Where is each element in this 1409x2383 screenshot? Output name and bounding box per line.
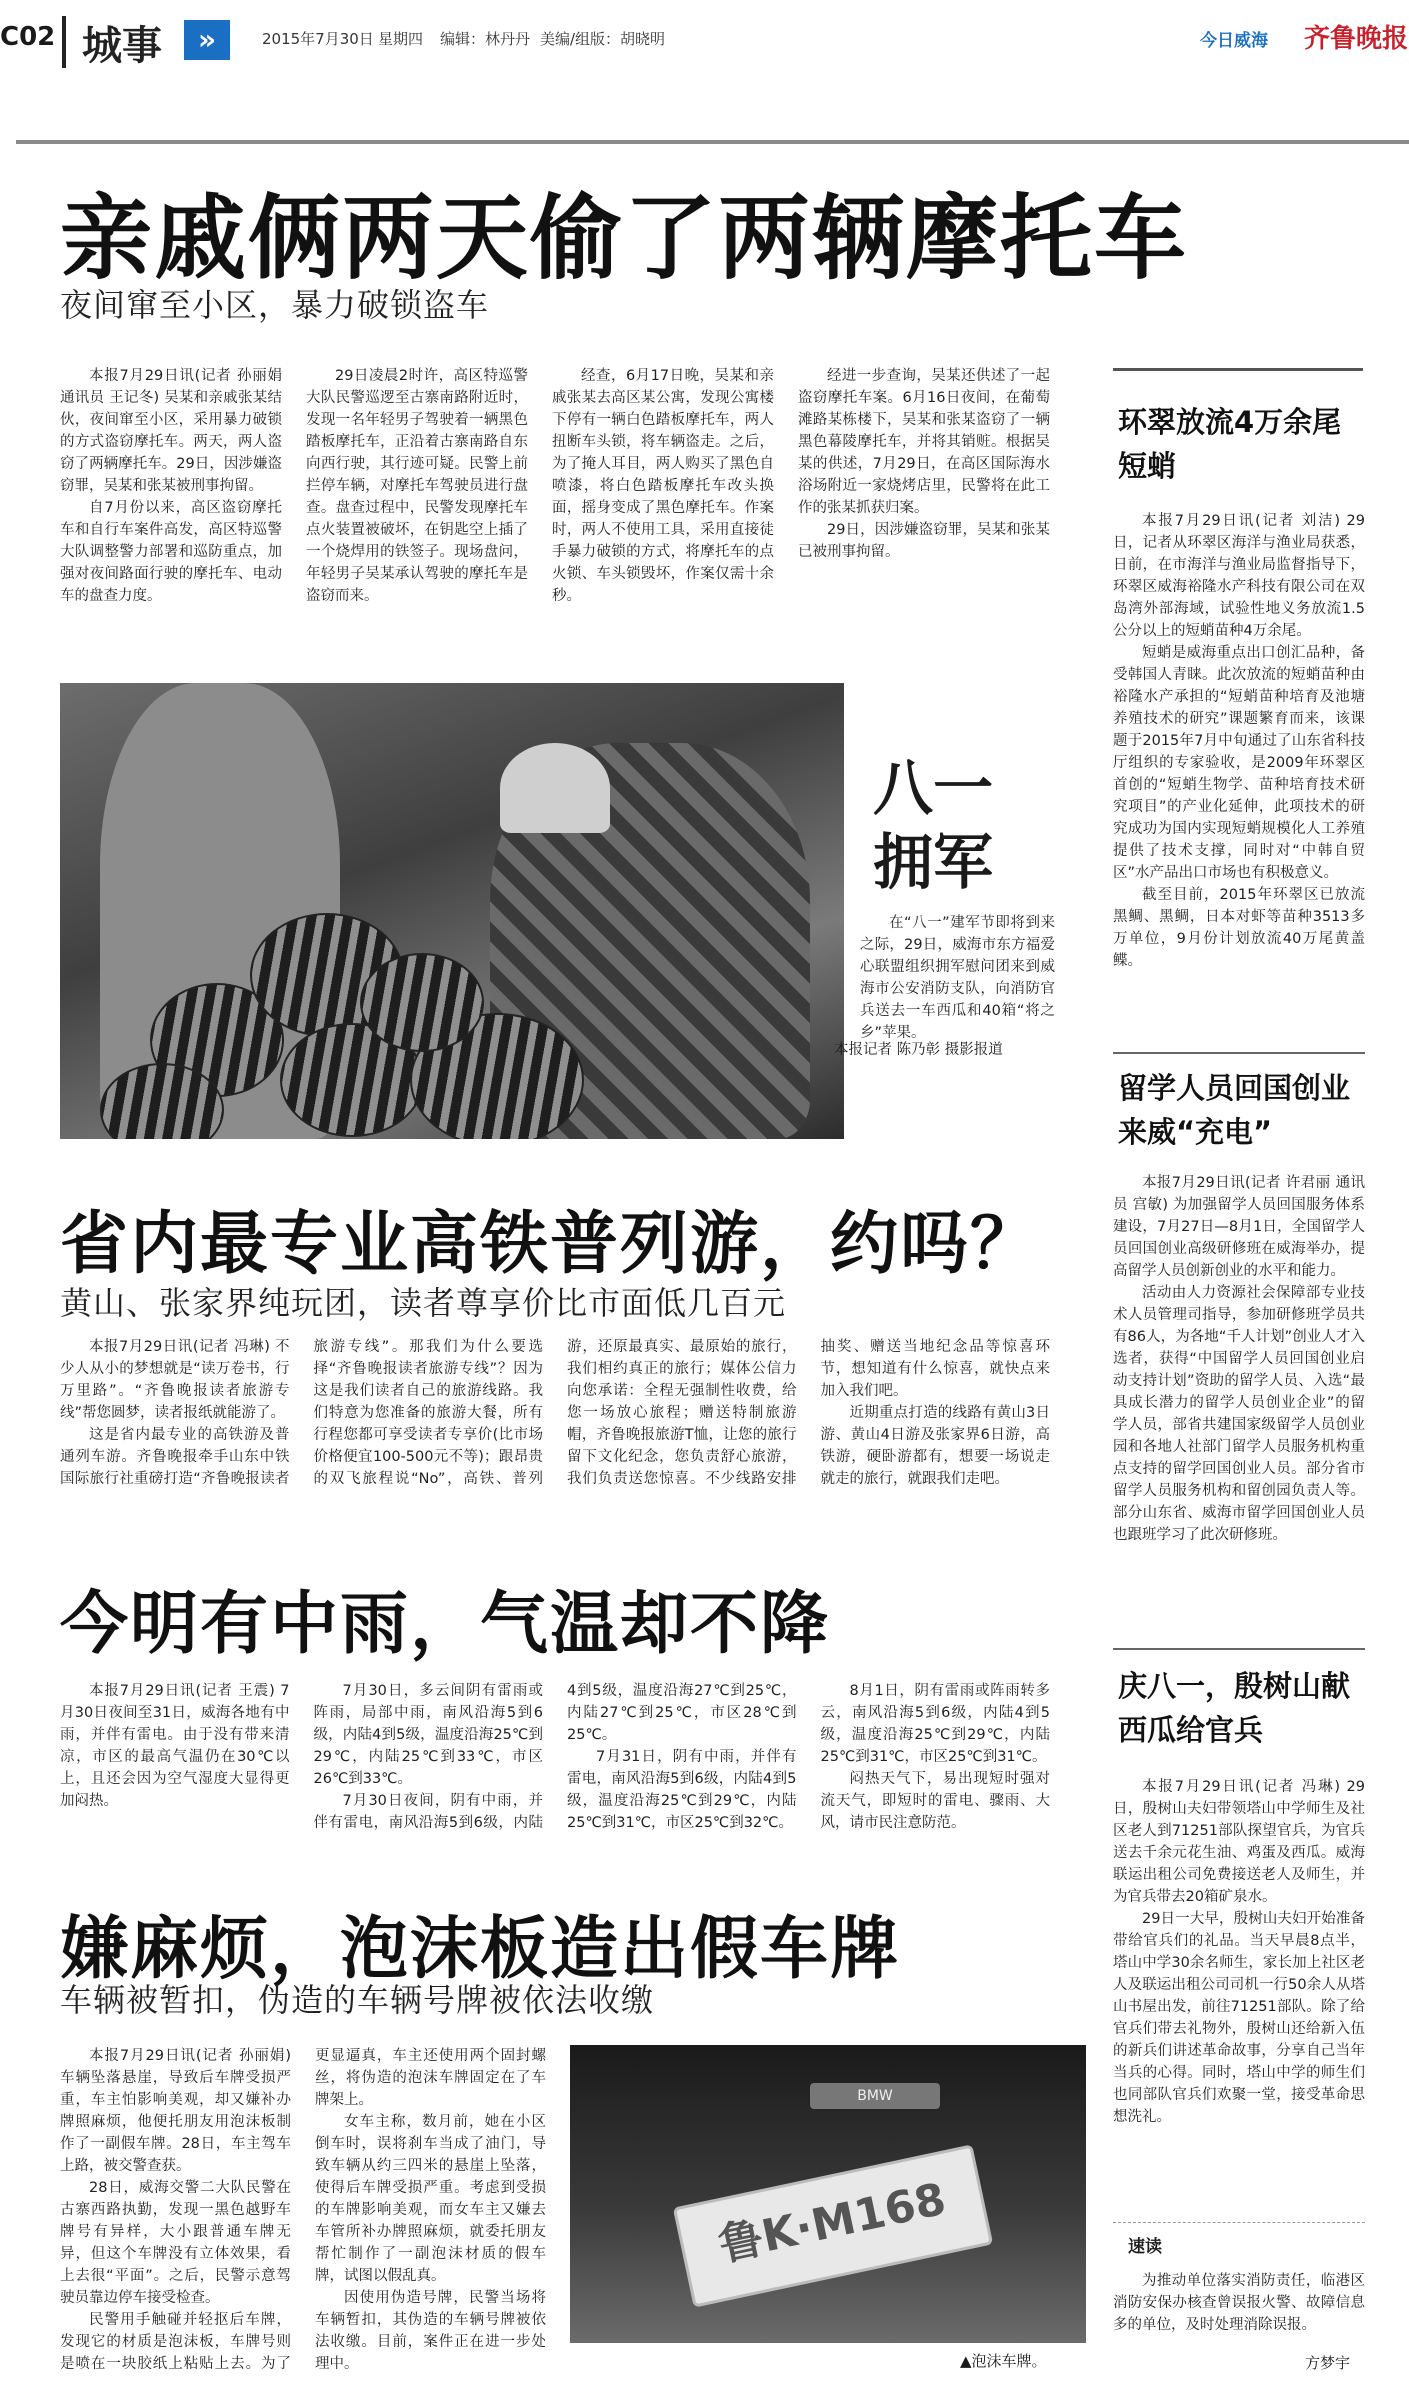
article1-column-1 — [60, 365, 282, 665]
article3-para-3: 7月30日夜间，阴有中雨，并伴有雷电，南风沿海5到6级，内陆4到5级，温度沿海27℃到25℃，内陆27℃到25℃，市区28℃到25℃。 — [313, 1683, 797, 1831]
article2-headline: 省内最专业高铁普列游，约吗？ — [60, 1205, 1041, 1284]
article4-para-1: 本报7月29日讯(记者 孙丽娟) 车辆坠落悬崖，导致后车牌受损严重，车主怕影响美观，却又嫌补办牌照麻烦，他便托朋友用泡沫板制作了一副假车牌。28日，车主驾车上路，被交警查获。 — [60, 2048, 291, 2174]
sidebar-rule-2 — [1113, 1648, 1365, 1650]
sidebar-story2-title: 留学人员回国创业来威“充电” — [1118, 1071, 1351, 1149]
quickread-text: 为推动单位落实消防责任，临港区消防安保办核查曾误报火警、故障信息多的单位，及时处理消除误报。 — [1113, 2273, 1365, 2333]
section-arrow-icon: » — [184, 20, 230, 60]
article1-para-2: 自7月份以来，高区盗窃摩托车和自行车案件高发，高区特巡警大队调整警力部署和巡防重点，加强对夜间路面行驶的摩托车、电动车的盘查力度。 — [60, 500, 282, 604]
article1-column-2 — [306, 365, 528, 665]
article3-para-2: 7月30日，多云间阴有雷雨或阵雨，局部中雨，南风沿海5到6级，内陆4到5级，温度沿海25℃到29℃，内陆25℃到33℃，市区26℃到33℃。 — [313, 1683, 543, 1787]
article3-body — [60, 1680, 1050, 1880]
designer-credit: 美编/组版：胡晓明 — [540, 30, 666, 48]
sidebar-story2-body — [1113, 1172, 1365, 1632]
article2-para-1: 本报7月29日讯(记者 冯琳) 不少人从小的梦想就是“读万卷书，行万里路”。“齐鲁晚报读者旅游专线”帮您圆梦，读者报纸就能游了。 — [60, 1339, 290, 1421]
article3-para-6: 闷热天气下，易出现短时强对流天气，即短时的雷电、骤雨、大风，请市民注意防范。 — [820, 1771, 1050, 1831]
article2-para-2: 这是省内最专业的高铁游及普通列车游。齐鲁晚报牵手山东中铁国际旅行社重磅打造“齐鲁晚报读者旅游专线”。那我们为什么要选择“齐鲁晚报读者旅游专线”？因为这是我们读者自己的旅游线路。我们特意为您准备的旅游大餐，所有行程您都可享受读者专享价(比市场价格便宜100-500元不等)；跟昂贵的双飞旅程说“No”，高铁、普列游，还原最真实、最原始的旅行，我们相约真正的旅行；媒体公信力向您承诺：全程无强制性收费，给您一场放心旅程；赠送特制旅游帽，齐鲁晚报旅游T恤，让您的旅行留下文化纪念，您负责舒心旅游，我们负责送您惊喜。不少线路安排抽奖、赠送当地纪念品等惊喜环节，想知道有什么惊喜，就快点来加入我们吧。 — [60, 1339, 1050, 1487]
article4-subhead: 车辆被暂扣，伪造的车辆号牌被依法收缴 — [60, 1981, 655, 2019]
sidebar-rule-1 — [1113, 1052, 1365, 1054]
article3-para-1: 本报7月29日讯(记者 王震) 7月30日夜间至31日，威海各地有中雨，并伴有雷电。由于没有带来清凉，市区的最高气温仍在30℃以上，且还会因为空气湿度大显得更加闷热。 — [60, 1683, 290, 1809]
photo1-caption-text: 在“八一”建军节即将到来之际，29日，威海市东方福爱心联盟组织拥军慰问团来到威海市公安消防支队，向消防官兵送去一车西瓜和40箱“将之乡”苹果。 — [860, 915, 1055, 1041]
article2-subhead: 黄山、张家界纯玩团，读者尊享价比市面低几百元 — [60, 1284, 787, 1322]
sidebar-story2-para-1: 本报7月29日讯(记者 许君丽 通讯员 宫敏) 为加强留学人员回国服务体系建设，7月27日—8月1日，全国留学人员回国创业高级研修班在威海举办，提高留学人员创新创业的水平和能力。 — [1113, 1175, 1365, 1279]
sidebar-story3-body — [1113, 1776, 1365, 2206]
article1-para-4: 经查，6月17日晚，吴某和亲戚张某去高区某公寓，发现公寓楼下停有一辆白色踏板摩托车，两人扭断车头锁，将车辆盗走。之后，为了掩人耳目，两人购买了黑色自喷漆，将白色踏板摩托车改头换面，摇身变成了黑色摩托车。作案时，两人不使用工具，采用直接徒手暴力破锁的方式，将摩托车的点火锁、车头锁毁坏，作案仅需十余秒。 — [552, 368, 774, 604]
sidebar-story1-para-2: 短蛸是威海重点出口创汇品种，备受韩国人青睐。此次放流的短蛸苗种由裕隆水产承担的“短蛸苗种培育及池塘养殖技术的研究”课题繁育而来，该课题于2015年7月中旬通过了山东省科技厅组织的专家验收，是2009年环翠区首创的“短蛸生物学、苗种培育技术研究项目”的产业化延伸，此项技术的研究成功为国内实现短蛸规模化人工养殖提供了技术支撑，同时对“中韩自贸区”水产品出口市场也有积极意义。 — [1113, 645, 1365, 881]
sidebar-story3-title: 庆八一，殷树山献西瓜给官兵 — [1118, 1669, 1351, 1747]
issue-weekday: 星期四 — [378, 30, 424, 48]
article4-headline: 嫌麻烦，泡沫板造出假车牌 — [60, 1910, 901, 1989]
article4-para-2: 28日，威海交警二大队民警在古寨西路执勤，发现一黑色越野车牌号有异样，大小跟普通车牌无异，但这个车牌没有立体效果，看上去很“平面”。之后，民警示意驾驶员靠边停车接受检查。 — [60, 2180, 291, 2306]
quickread-author: 方梦宇 — [1305, 2354, 1351, 2372]
photo-foam-plate — [570, 2045, 1086, 2343]
article2-body — [60, 1336, 1050, 1554]
article1-subhead: 夜间窜至小区，暴力破锁盗车 — [60, 286, 490, 324]
photo1-credit: 本报记者 陈乃彰 摄影报道 — [834, 1042, 1003, 1058]
foam-plate — [673, 2144, 994, 2307]
article1-headline: 亲戚俩两天偷了两辆摩托车 — [60, 185, 1189, 292]
bmw-badge-text: BMW — [857, 2088, 893, 2104]
article2-para-3: 近期重点打造的线路有黄山3日游、黄山4日游及张家界6日游，高铁游，硬卧游都有，想要一场说走就走的旅行，就跟我们走吧。 — [820, 1405, 1050, 1487]
issue-date: 2015年7月30日 — [262, 30, 374, 48]
article4-body — [60, 2045, 546, 2375]
sidebar-story1-body — [1113, 510, 1365, 1040]
photo1-title: 八一拥军 — [873, 754, 993, 898]
top-rule — [16, 140, 1409, 144]
edition-name: 今日威海 — [1200, 31, 1268, 51]
sidebar-story1-para-3: 截至目前，2015年环翠区已放流黑鲷、黑鲷，日本对虾等苗种3513多万单位，9月份计划放流40万尾黄盖鲽。 — [1113, 887, 1365, 969]
newspaper-logo: 齐鲁晚报 — [1304, 24, 1409, 54]
sidebar-story2-para-2: 活动由人力资源社会保障部专业技术人员管理司指导，参加研修班学员共有86人，为各地“千人计划”创业人才入选者，获得“中国留学人员回国创业启动支持计划”资助的留学人员、入选“最具成长潜力的留学人员创业企业”的留学人员，部省共建国家级留学人员创业园和各地人社部门留学人员服务机构重点支持的留学回国创业人员。部分省市留学人员服务机构和留创园负责人等。部分山东省、威海市留学回国创业人员也跟班学习了此次研修班。 — [1113, 1285, 1365, 1543]
sidebar-story3-para-2: 29日一大早，殷树山夫妇开始准备带给官兵们的礼品。当天早晨8点半，塔山中学30余名师生，家长加上社区老人及联运出租公司司机一行50余人从塔山书屋出发，前往71251部队。除了给官兵们带去礼物外，殷树山还给新入伍的新兵们讲述革命故事，分享自己当年当兵的心得。同时，塔山中学的师生们也同部队官兵们欢聚一堂，接受革命思想洗礼。 — [1113, 1911, 1365, 2125]
sidebar-story1-title: 环翠放流4万余尾短蛸 — [1118, 405, 1342, 483]
article3-headline: 今明有中雨，气温却不降 — [60, 1585, 831, 1664]
sidebar-story3-para-1: 本报7月29日讯(记者 冯琳) 29日，殷树山夫妇带领塔山中学师生及社区老人到71251部队探望官兵，为官兵送去千余元花生油、鸡蛋及西瓜。威海联运出租公司免费接送老人及师生，并为官兵带去20箱矿泉水。 — [1113, 1779, 1365, 1905]
page-number: C02 — [0, 22, 56, 52]
section-title: 城事 — [82, 23, 162, 69]
masthead-divider — [62, 16, 66, 68]
quickread-rule — [1113, 2222, 1365, 2223]
photo-army-watermelons — [60, 683, 844, 1139]
bmw-badge — [810, 2083, 940, 2109]
foam-plate-text: 鲁K·M168 — [714, 2173, 951, 2272]
article3-para-4: 7月31日，阴有中雨，并伴有雷电，南风沿海5到6级，内陆4到5级，温度沿海25℃到29℃，内陆25℃到31℃，市区25℃到32℃。 — [567, 1749, 797, 1831]
sidebar-story1-para-1: 本报7月29日讯(记者 刘洁) 29日，记者从环翠区海洋与渔业局获悉，日前，在市海洋与渔业局监督指导下，环翠区威海裕隆水产科技有限公司在双岛湾外部海域，试验性地义务放流1.5公分以上的短蛸苗种4万余尾。 — [1113, 513, 1365, 639]
article3-para-5: 8月1日，阴有雷雨或阵雨转多云，南风沿海5到6级，内陆4到5级，温度沿海25℃到29℃，内陆25℃到31℃，市区25℃到31℃。 — [820, 1683, 1050, 1765]
article1-column-4 — [798, 365, 1050, 665]
photo2-caption: ▲泡沫车牌。 — [960, 2352, 1047, 2370]
sidebar-top-rule — [1113, 368, 1363, 371]
quickread-label: 速读 — [1128, 2237, 1162, 2257]
article4-para-4: 女车主称，数月前，她在小区倒车时，误将刹车当成了油门，导致车辆从约三四米的悬崖上坠落，使得后车牌受损严重。考虑到受损的车牌影响美观，而女车主又嫌去车管所补办牌照麻烦，就委托朋友帮忙制作了一副泡沫材质的假车牌，试图以假乱真。 — [315, 2114, 546, 2284]
article1-para-1: 本报7月29日讯(记者 孙丽娟 通讯员 王记冬) 吴某和亲戚张某结伙，夜间窜至小区，采用暴力破锁的方式盗窃摩托车。两天，两人盗窃了两辆摩托车。29日，因涉嫌盗窃罪，吴某和张某被刑事拘留。 — [60, 368, 282, 494]
article4-para-3: 民警用手触碰并轻抠后车牌，发现它的材质是泡沫板，车牌号则是喷在一块胶纸上粘贴上去。为了更显逼真，车主还使用两个固封螺丝，将伪造的泡沫车牌固定在了车牌架上。 — [60, 2048, 546, 2372]
article1-para-6: 29日，因涉嫌盗窃罪，吴某和张某已被刑事拘留。 — [798, 522, 1050, 560]
article4-para-5: 因使用伪造号牌，民警当场将车辆暂扣，其伪造的车辆号牌被依法收缴。目前，案件正在进一步处理中。 — [315, 2290, 546, 2372]
editor-credit: 编辑：林丹丹 — [440, 30, 531, 48]
quickread-body — [1113, 2270, 1365, 2350]
article1-para-5: 经进一步查询，吴某还供述了一起盗窃摩托车案。6月16日夜间，在葡萄滩路某栋楼下，吴某和张某盗窃了一辆黑色幕陵摩托车，并将其销赃。根据吴某的供述，7月29日，在高区国际海水浴场附近一家烧烤店里，民警将在此工作的张某抓获归案。 — [798, 368, 1050, 516]
article1-column-3 — [552, 365, 774, 665]
article1-para-3: 29日凌晨2时许，高区特巡警大队民警巡逻至古寨南路附近时，发现一名年轻男子驾驶着一辆黑色踏板摩托车，正沿着古寨南路自东向西行驶，其行迹可疑。民警上前拦停车辆，对摩托车驾驶员进行盘查。盘查过程中，民警发现摩托车点火装置被破坏，在钥匙空上插了一个烧焊用的铁签子。现场盘问，年轻男子吴某承认驾驶的摩托车是盗窃而来。 — [306, 368, 528, 604]
